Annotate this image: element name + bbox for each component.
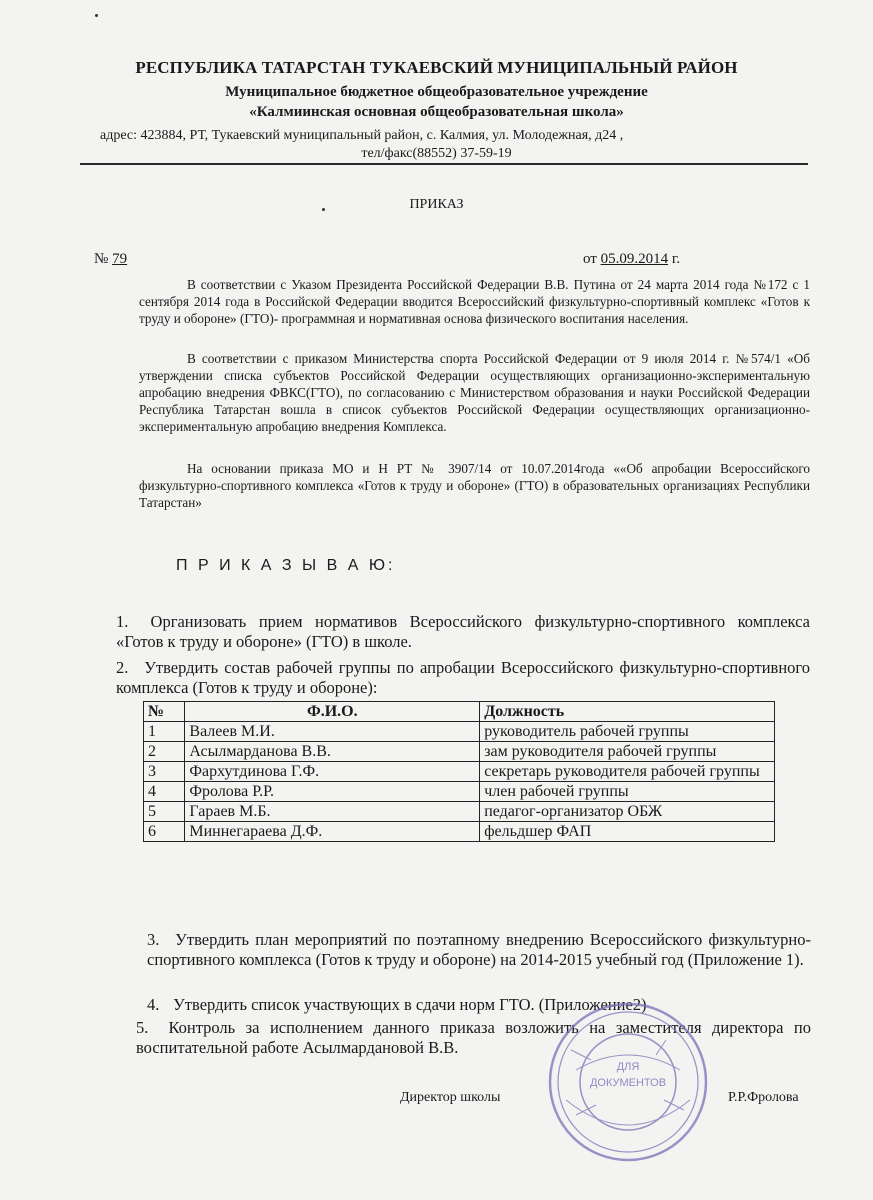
stamp-text-1: ДЛЯ bbox=[616, 1061, 640, 1073]
cell-position: педагог-организатор ОБЖ bbox=[480, 802, 775, 822]
decree-item-4 bbox=[147, 995, 811, 1015]
cell-position: фельдшер ФАП bbox=[480, 822, 775, 842]
cell-position: секретарь руководителя рабочей группы bbox=[480, 762, 775, 782]
preamble-paragraph-1: В соответствии с Указом Президента Российской Федерации В.В. Путина от 24 марта 2014 года №172 с 1 сентября 2014 года в Российской Федерации вводится Всероссийский физкультурно-спортивный комплекс «Готов к труду и обороне» (ГТО)- программная и нормативная основа физического воспитания населения. bbox=[139, 277, 810, 326]
order-number-value: 79 bbox=[112, 251, 128, 267]
col-header-name: Ф.И.О. bbox=[185, 702, 480, 722]
preamble-paragraph-2: В соответствии с приказом Министерства спорта Российской Федерации от 9 июля 2014 г. №574/1 «Об утверждении списка субъектов Российской Федерации осуществляющих организационно-экспериментальную апробацию внедрения ФВКС(ГТО), по согласованию с Министерством образования и науки Российской Федерации Республика Татарстан вошла в список субъектов Российской Федерации осуществляющих организационно-экспериментальную апробацию внедрения Комплекса. bbox=[139, 351, 810, 434]
cell-name: Гараев М.Б. bbox=[185, 802, 480, 822]
cell-number: 6 bbox=[144, 822, 185, 842]
scan-speck bbox=[95, 14, 98, 17]
cell-number: 3 bbox=[144, 762, 185, 782]
order-title: ПРИКАЗ bbox=[409, 197, 464, 212]
table-row bbox=[144, 802, 775, 822]
item-number: 4. bbox=[147, 995, 160, 1014]
cell-name: Фролова Р.Р. bbox=[185, 782, 480, 802]
header-school-name: «Калмиинская основная общеобразовательная школа» bbox=[249, 104, 624, 120]
item-text: Утвердить список участвующих в сдачи норм ГТО. (Приложение2) bbox=[173, 995, 647, 1014]
table-row bbox=[144, 822, 775, 842]
item-number: 2. bbox=[116, 658, 129, 677]
table-row bbox=[144, 762, 775, 782]
cell-position: член рабочей группы bbox=[480, 782, 775, 802]
item-text: Утвердить состав рабочей группы по апробации Всероссийского физкультурно-спортивного комплекса (Готов к труду и обороне): bbox=[116, 658, 811, 697]
decree-item-1 bbox=[116, 612, 810, 652]
decree-heading: П Р И К А З Ы В А Ю: bbox=[176, 557, 396, 574]
stamp-text-2: ДОКУМЕНТОВ bbox=[589, 1077, 667, 1089]
signature-name: Р.Р.Фролова bbox=[728, 1090, 799, 1105]
table-row bbox=[144, 782, 775, 802]
school-stamp bbox=[546, 1000, 710, 1164]
header-institution-type: Муниципальное бюджетное общеобразовательное учреждение bbox=[225, 84, 648, 100]
cell-name: Валеев М.И. bbox=[185, 722, 480, 742]
cell-position: зам руководителя рабочей группы bbox=[480, 742, 775, 762]
order-number bbox=[94, 251, 127, 268]
order-date-value: 05.09.2014 bbox=[600, 251, 669, 267]
table-header-row bbox=[144, 702, 775, 722]
item-number: 5. bbox=[136, 1018, 149, 1037]
order-date-prefix: от bbox=[583, 251, 601, 267]
cell-name: Фархутдинова Г.Ф. bbox=[185, 762, 480, 782]
cell-number: 5 bbox=[144, 802, 185, 822]
cell-number: 1 bbox=[144, 722, 185, 742]
cell-name: Миннегараева Д.Ф. bbox=[185, 822, 480, 842]
item-number: 3. bbox=[147, 930, 160, 949]
order-date bbox=[583, 251, 680, 268]
item-text: Контроль за исполнением данного приказа возложить на заместителя директора по воспитательной работе Асылмардановой В.В. bbox=[136, 1018, 811, 1057]
header-address: адрес: 423884, РТ, Тукаевский муниципальный район, с. Калмия, ул. Молодежная, д24 , bbox=[100, 128, 624, 143]
order-date-suffix: г. bbox=[668, 251, 681, 267]
cell-position: руководитель рабочей группы bbox=[480, 722, 775, 742]
header-phone: тел/факс(88552) 37-59-19 bbox=[361, 146, 512, 161]
item-text: Организовать прием нормативов Всероссийского физкультурно-спортивного комплекса «Готов к труду и обороне» (ГТО) в школе. bbox=[116, 612, 810, 651]
cell-name: Асылмарданова В.В. bbox=[185, 742, 480, 762]
header-republic-district: РЕСПУБЛИКА ТАТАРСТАН ТУКАЕВСКИЙ МУНИЦИПАЛЬНЫЙ РАЙОН bbox=[135, 58, 738, 77]
table-row bbox=[144, 722, 775, 742]
working-group-table bbox=[143, 701, 775, 842]
cell-number: 2 bbox=[144, 742, 185, 762]
item-text: Утвердить план мероприятий по поэтапному внедрению Всероссийского физкультурно-спортивного комплекса (Готов к труду и обороне) на 2014-2015 учебный год (Приложение 1). bbox=[147, 930, 811, 969]
decree-item-3 bbox=[147, 930, 811, 970]
table-row bbox=[144, 742, 775, 762]
order-number-prefix: № bbox=[94, 251, 113, 267]
decree-item-2 bbox=[116, 658, 810, 698]
col-header-number: № bbox=[144, 702, 185, 722]
signature-title: Директор школы bbox=[400, 1090, 501, 1105]
col-header-position: Должность bbox=[480, 702, 775, 722]
preamble-paragraph-3: На основании приказа МО и Н РТ № 3907/14 от 10.07.2014года ««Об апробации Всероссийского физкультурно-спортивного комплекса «Готов к труду и обороне» (ГТО) в образовательных организациях Республики Татарстан» bbox=[139, 461, 810, 510]
cell-number: 4 bbox=[144, 782, 185, 802]
header-divider bbox=[80, 163, 808, 165]
item-number: 1. bbox=[116, 612, 129, 631]
